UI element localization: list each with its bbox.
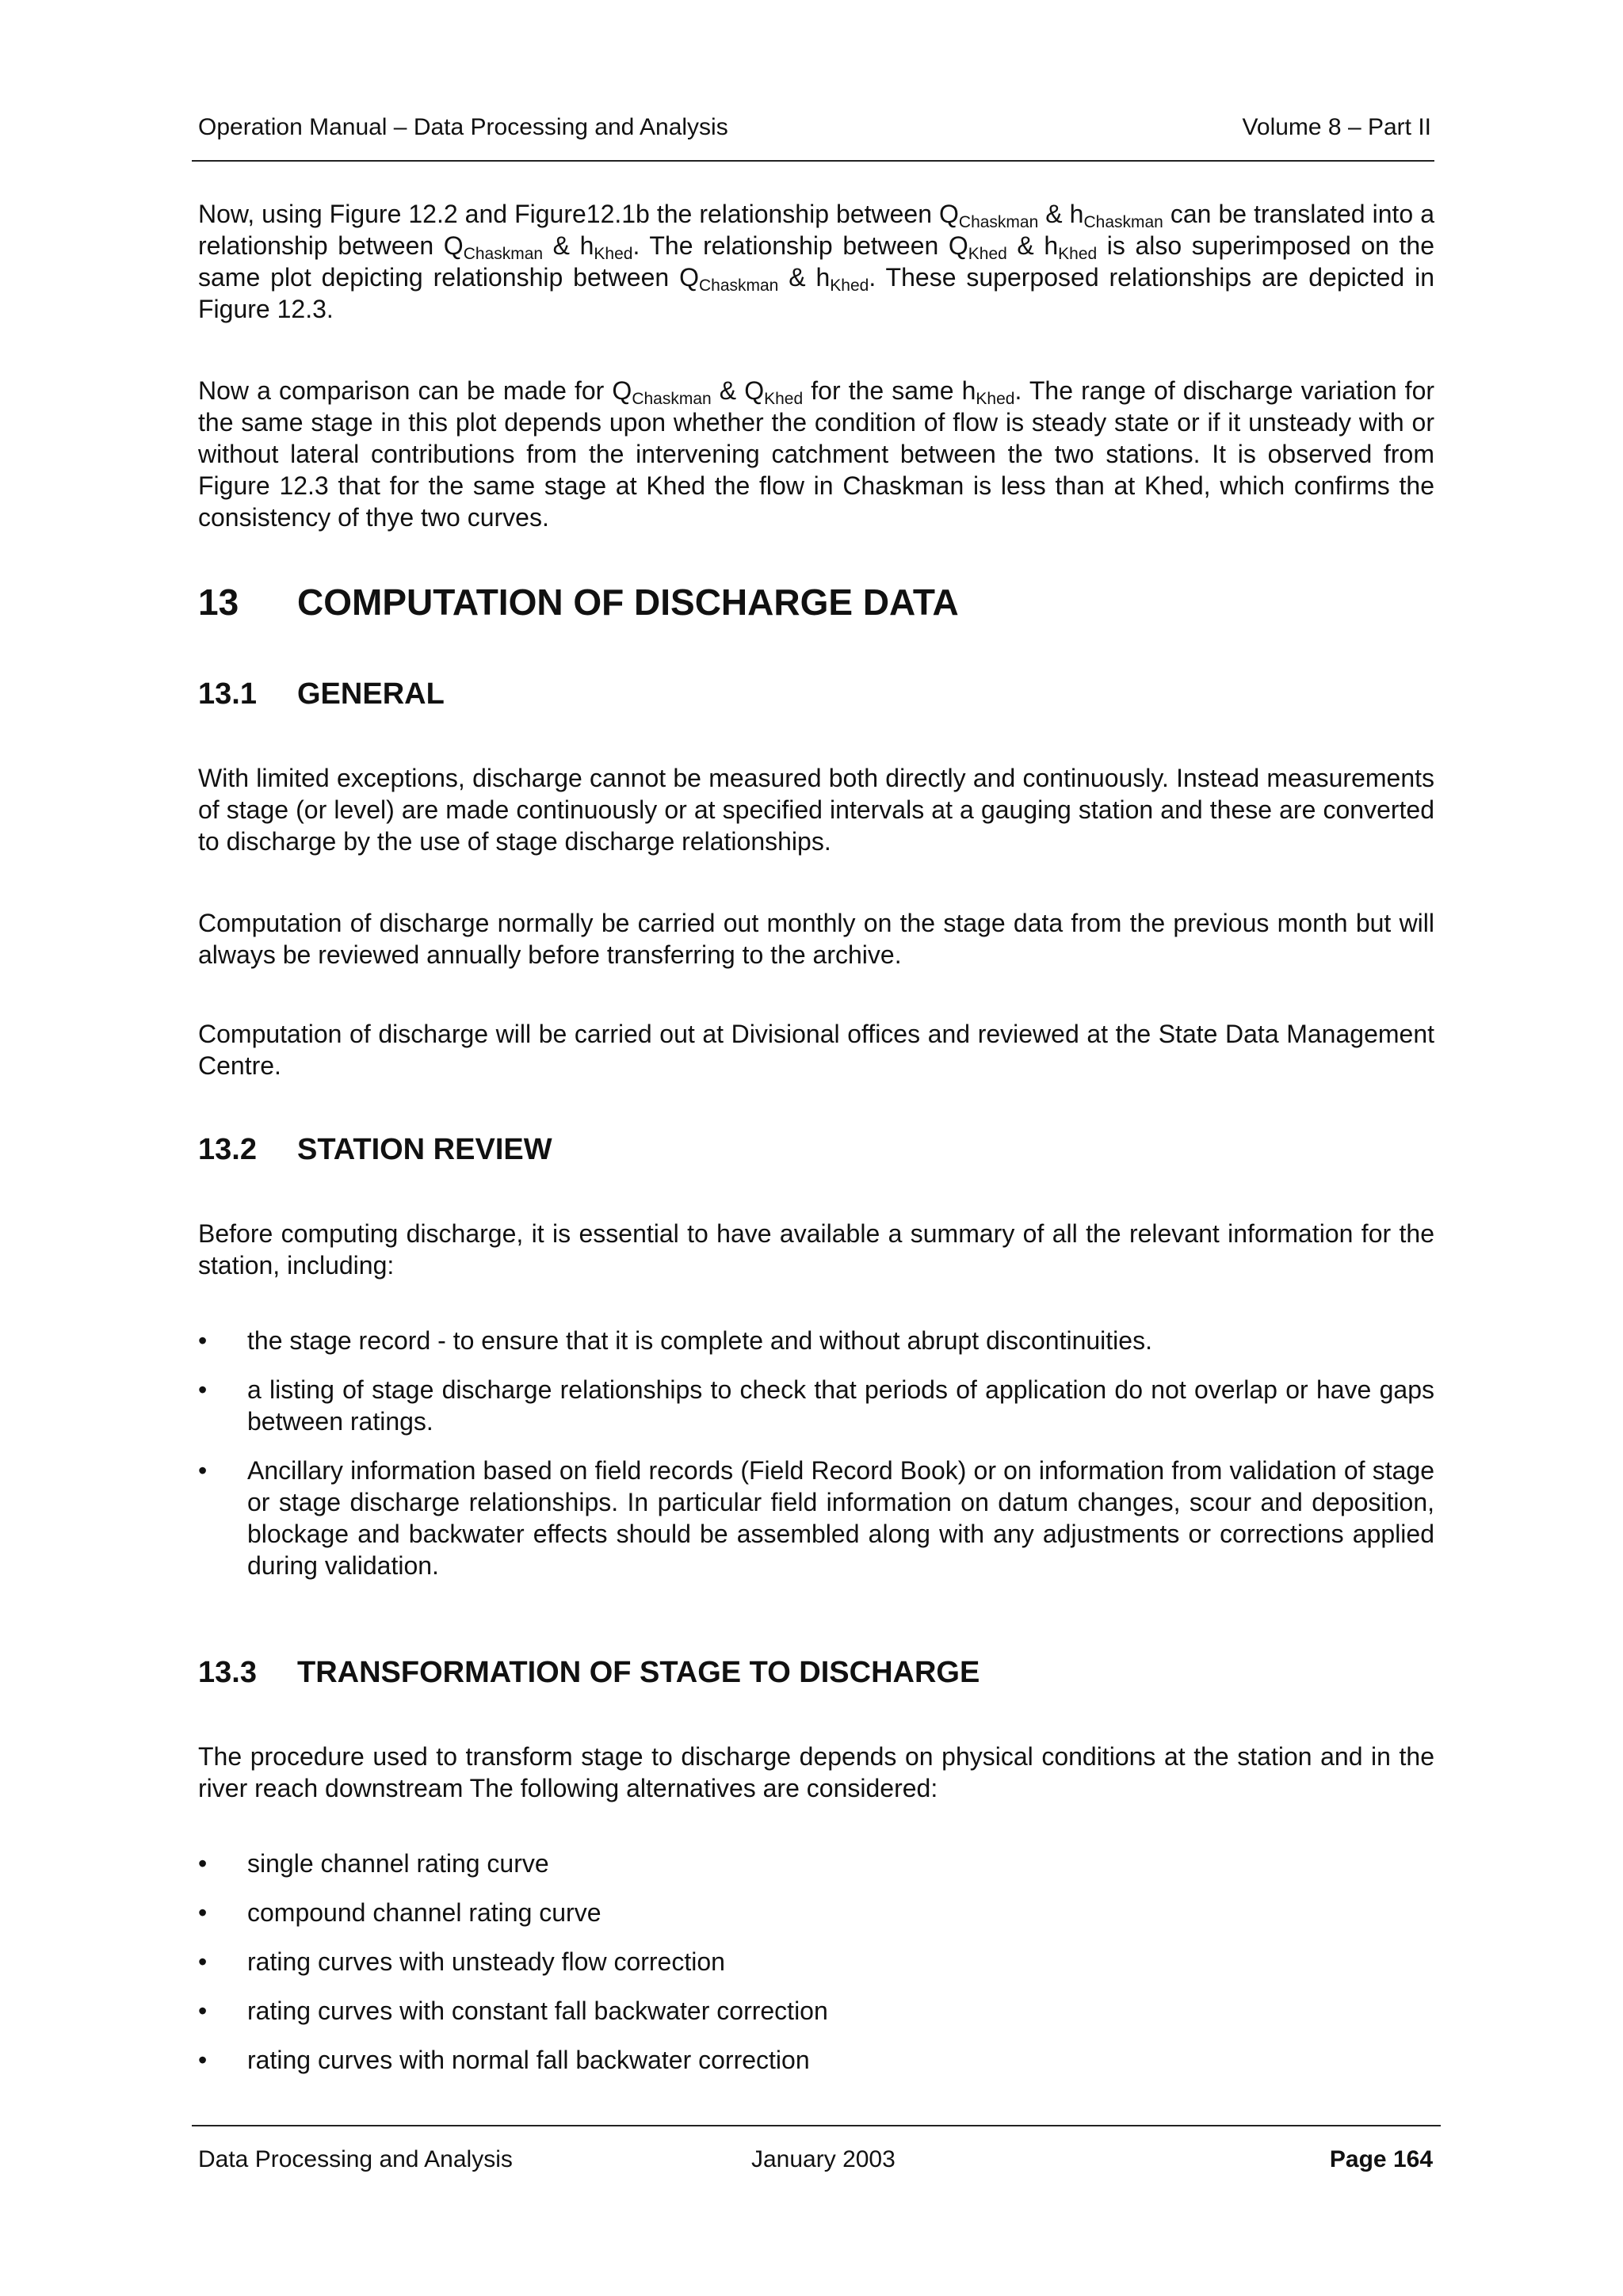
text-run: & h <box>1006 231 1059 260</box>
paragraph-text: Computation of discharge will be carried out at Divisional offices and reviewed at the State Data Management Centre. <box>198 1020 1434 1080</box>
text-run: . These superposed relationships are depicted in Figure 12.3. <box>198 263 1435 323</box>
subscript: Khed <box>976 390 1015 408</box>
transformation-alternatives-list <box>198 1848 1434 2076</box>
footer-date: January 2003 <box>751 2146 896 2172</box>
subscript: Chaskman <box>1083 213 1163 231</box>
subscript: Chaskman <box>958 213 1039 231</box>
list-item <box>198 1455 1434 1581</box>
paragraph-transformation-intro <box>198 1741 1434 1804</box>
list-item-text: a listing of stage discharge relationships to check that periods of application do not overlap or have gaps between ratings. <box>247 1375 1434 1436</box>
footer-title: Data Processing and Analysis <box>198 2146 513 2172</box>
text-run: Now, using Figure 12.2 and Figure12.1b the relationship between Q <box>198 200 959 228</box>
paragraph-text: With limited exceptions, discharge cannot be measured both directly and continuously. Instead measurements of stage (or level) are made continuously or at specified intervals at a gauging station and these are converted to discharge by the use of stage discharge relationships. <box>198 764 1434 856</box>
text-run: & h <box>778 263 831 292</box>
paragraph-text: Computation of discharge normally be carried out monthly on the stage data from the previous month but will always be reviewed annually before transferring to the archive. <box>198 909 1434 969</box>
list-item <box>198 1995 1434 2027</box>
paragraph-text: The procedure used to transform stage to discharge depends on physical conditions at the station and in the river reach downstream The following alternatives are considered: <box>198 1742 1434 1802</box>
list-item <box>198 1325 1434 1356</box>
header-title: Operation Manual – Data Processing and Analysis <box>198 114 728 140</box>
section-13-2-heading <box>198 1131 552 1168</box>
section-title: TRANSFORMATION OF STAGE TO DISCHARGE <box>297 1656 980 1689</box>
list-item-text: rating curves with unsteady flow correction <box>247 1947 725 1976</box>
subscript: Khed <box>764 390 804 408</box>
list-item-text: Ancillary information based on field records (Field Record Book) or on information from validation of stage or stage discharge relationships. In particular field information on datum changes, scour and deposition, blockage and backwater effects should be assembled along with any adjustments or corrections applied during validation. <box>247 1456 1434 1580</box>
text-run: & Q <box>711 376 765 405</box>
list-item <box>198 1374 1434 1437</box>
paragraph-comparison <box>198 375 1434 533</box>
list-item <box>198 2044 1434 2076</box>
text-run: for the same h <box>803 376 976 405</box>
section-13-3-heading <box>198 1654 980 1691</box>
section-number: 13.2 <box>198 1133 257 1166</box>
subscript: Khed <box>594 245 633 263</box>
subscript: Khed <box>968 245 1007 263</box>
paragraph-text: Before computing discharge, it is essential to have available a summary of all the relevant information for the station, including: <box>198 1219 1434 1280</box>
section-number: 13.1 <box>198 677 257 711</box>
paragraph-station-review-intro <box>198 1218 1434 1281</box>
subscript: Chaskman <box>632 390 712 408</box>
list-item <box>198 1848 1434 1879</box>
list-item <box>198 1897 1434 1928</box>
text-run: can be translated into a relationship between Q <box>198 200 1435 260</box>
text-run: is also superimposed on the same plot depicting relationship between Q <box>198 231 1435 292</box>
text-run: & h <box>543 231 594 260</box>
list-item-text: rating curves with constant fall backwater correction <box>247 1997 828 2025</box>
section-13-1-heading <box>198 676 445 712</box>
header-rule <box>192 160 1434 162</box>
text-run: & h <box>1038 200 1084 228</box>
bullet-icon: • <box>198 1326 208 1355</box>
list-item <box>198 1946 1434 1978</box>
footer-rule <box>192 2125 1441 2126</box>
text-run: Now a comparison can be made for Q <box>198 376 632 405</box>
list-item-text: compound channel rating curve <box>247 1898 601 1927</box>
subscript: Khed <box>1058 245 1098 263</box>
paragraph-relationship-translation <box>198 198 1434 325</box>
subscript: Chaskman <box>698 277 779 295</box>
paragraph-general-1 <box>198 762 1434 857</box>
section-title: GENERAL <box>297 677 445 711</box>
text-run: . The relationship between Q <box>632 231 968 260</box>
paragraph-general-2 <box>198 907 1434 971</box>
section-number: 13.3 <box>198 1656 257 1689</box>
list-item-text: single channel rating curve <box>247 1849 549 1878</box>
bullet-icon: • <box>198 1456 208 1485</box>
subscript: Khed <box>830 277 869 295</box>
section-13-heading <box>198 581 959 624</box>
list-item-text: rating curves with normal fall backwater correction <box>247 2046 810 2074</box>
bullet-icon: • <box>198 2046 208 2074</box>
header-volume: Volume 8 – Part II <box>1242 114 1431 140</box>
bullet-icon: • <box>198 1898 208 1927</box>
list-item-text: the stage record - to ensure that it is complete and without abrupt discontinuities. <box>247 1326 1152 1355</box>
bullet-icon: • <box>198 1849 208 1878</box>
section-title: STATION REVIEW <box>297 1133 552 1166</box>
text-run: . The range of discharge variation for the same stage in this plot depends upon whether the condition of flow is steady state or if it unsteady with or without lateral contributions from the intervening catchment between the two stations. It is observed from Figure 12.3 that for the same stage at Khed the flow in Chaskman is less than at Khed, which confirms the consistency of thye two curves. <box>198 376 1435 532</box>
paragraph-general-3 <box>198 1018 1434 1081</box>
bullet-icon: • <box>198 1947 208 1976</box>
section-number: 13 <box>198 582 239 623</box>
station-review-list <box>198 1325 1434 1581</box>
subscript: Chaskman <box>463 245 544 263</box>
bullet-icon: • <box>198 1375 208 1404</box>
section-title: COMPUTATION OF DISCHARGE DATA <box>297 582 959 623</box>
page-number: Page 164 <box>1329 2146 1433 2172</box>
bullet-icon: • <box>198 1997 208 2025</box>
